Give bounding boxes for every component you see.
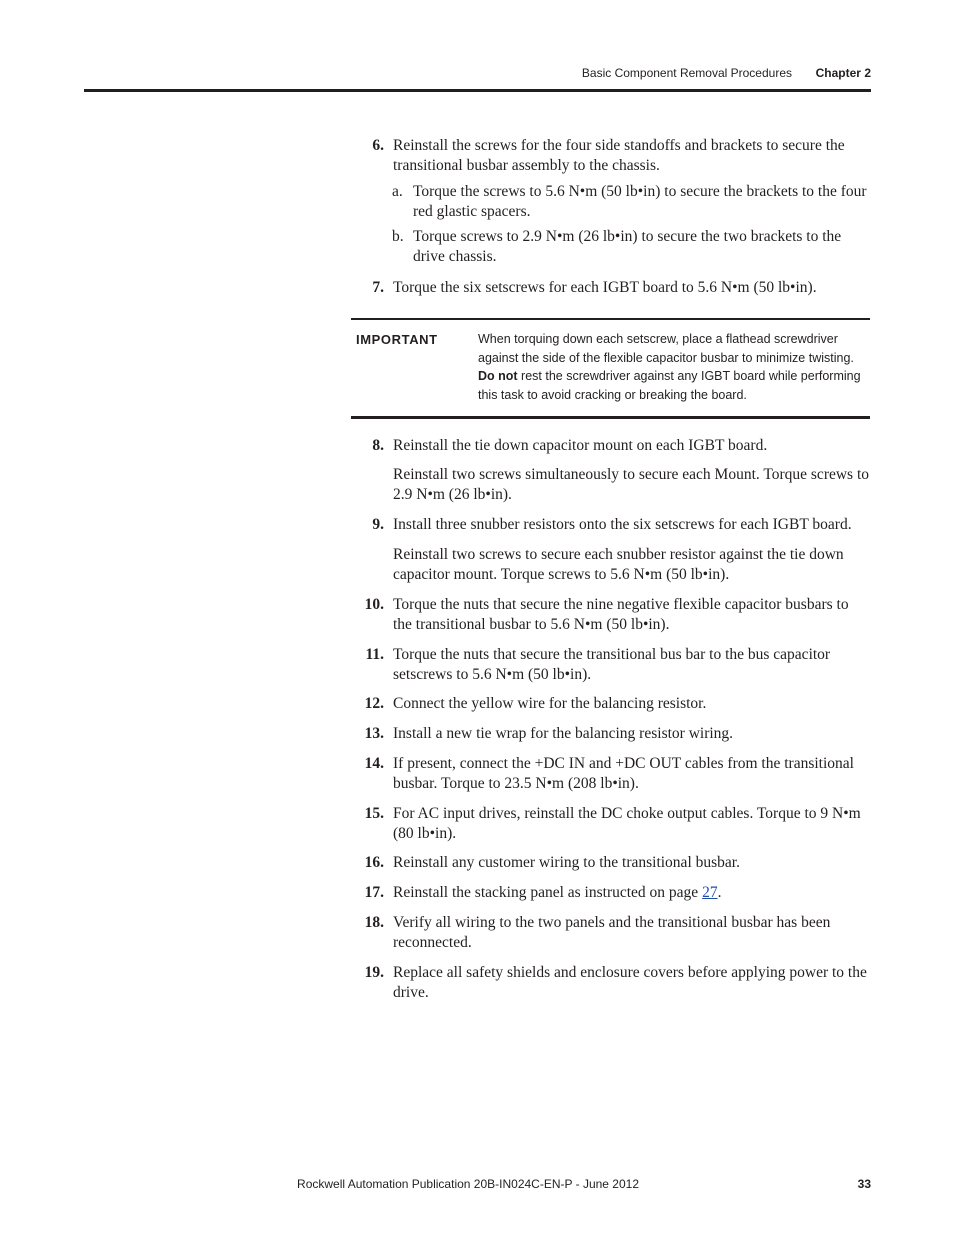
important-notice [351,318,870,419]
important-text [478,330,870,404]
step-number: 14. [364,755,384,772]
step-number: 9. [372,516,384,533]
step-text: Torque the six setscrews for each IGBT board to 5.6 N•m (50 lb•in). [393,279,817,296]
step-10 [352,595,869,635]
step-number: 10. [364,596,384,613]
step-text-before-link: Reinstall the stacking panel as instructed on page [393,884,703,901]
step-text: Torque the nuts that secure the transitional bus bar to the bus capacitor setscrews to 5.6 N•m (50 lb•in). [393,646,831,683]
step-number: 13. [364,725,384,742]
step-8-detail: Reinstall two screws simultaneously to secure each Mount. Torque screws to 2.9 N•m (26 lb•in). [393,466,870,503]
step-text: If present, connect the +DC IN and +DC OUT cables from the transitional busbar. Torque to 23.5 N•m (208 lb•in). [393,755,854,792]
step-text-after-link: . [717,884,722,901]
step-9 [352,515,869,535]
step-text: For AC input drives, reinstall the DC choke output cables. Torque to 9 N•m (80 lb•in). [393,805,861,842]
step-6 [352,136,869,176]
substep-text: Torque screws to 2.9 N•m (26 lb•in) to secure the two brackets to the drive chassis. [413,228,842,265]
step-number: 16. [364,854,384,871]
step-16 [352,853,869,873]
step-15 [352,804,869,844]
page-link[interactable]: 27 [702,884,718,901]
important-emphasis: Do not [478,369,518,384]
step-text: Install three snubber resistors onto the six setscrews for each IGBT board. [393,516,852,533]
step-text: Verify all wiring to the two panels and the transitional busbar has been reconnected. [393,914,831,951]
step-number: 8. [372,437,384,454]
step-12 [352,694,869,714]
step-text: Reinstall any customer wiring to the transitional busbar. [393,854,740,871]
step-text: Install a new tie wrap for the balancing resistor wiring. [393,725,734,742]
page-header [0,0,954,100]
header-chapter-label: Chapter 2 [815,66,871,80]
step-number: 6. [372,137,384,154]
step-6b [392,227,870,267]
step-17 [352,883,869,903]
step-text: Replace all safety shields and enclosure covers before applying power to the drive. [393,964,867,1001]
step-14 [352,754,869,794]
important-label: IMPORTANT [356,332,438,347]
step-text: Reinstall the screws for the four side standoffs and brackets to secure the transitional busbar assembly to the chassis. [393,137,845,174]
important-text-part-1: When torquing down each setscrew, place a flathead screwdriver against the side of the flexible capacitor busbar to minimize twisting. [478,332,854,365]
step-number: 11. [365,646,384,663]
step-number: 19. [364,964,384,981]
step-number: 15. [364,805,384,822]
step-text: Reinstall the tie down capacitor mount on each IGBT board. [393,437,768,454]
step-6a [392,182,870,222]
step-text: Torque the nuts that secure the nine negative flexible capacitor busbars to the transitional busbar to 5.6 N•m (50 lb•in). [393,596,849,633]
step-number: 12. [364,695,384,712]
substep-letter: a. [392,183,403,200]
step-text [393,883,869,903]
substep-letter: b. [392,228,404,245]
step-text: Connect the yellow wire for the balancing resistor. [393,695,707,712]
step-8 [352,436,869,456]
substep-text: Torque the screws to 5.6 N•m (50 lb•in) to secure the brackets to the four red glastic spacers. [413,183,867,220]
step-number: 18. [364,914,384,931]
header-section-title: Basic Component Removal Procedures [581,66,792,80]
step-7 [352,278,869,298]
step-18 [352,913,869,953]
step-11 [352,645,869,685]
footer-page-number: 33 [857,1177,871,1191]
footer-publication: Rockwell Automation Publication 20B-IN024C-EN-P - June 2012 [297,1177,639,1191]
step-number: 17. [364,884,384,901]
step-13 [352,724,869,744]
important-text-part-2: rest the screwdriver against any IGBT board while performing this task to avoid cracking or breaking the board. [478,369,861,402]
step-19 [352,963,869,1003]
step-9-detail: Reinstall two screws to secure each snubber resistor against the tie down capacitor mount. Torque screws to 5.6 N•m (50 lb•in). [393,546,844,583]
header-rule [84,89,871,92]
step-number: 7. [372,279,384,296]
